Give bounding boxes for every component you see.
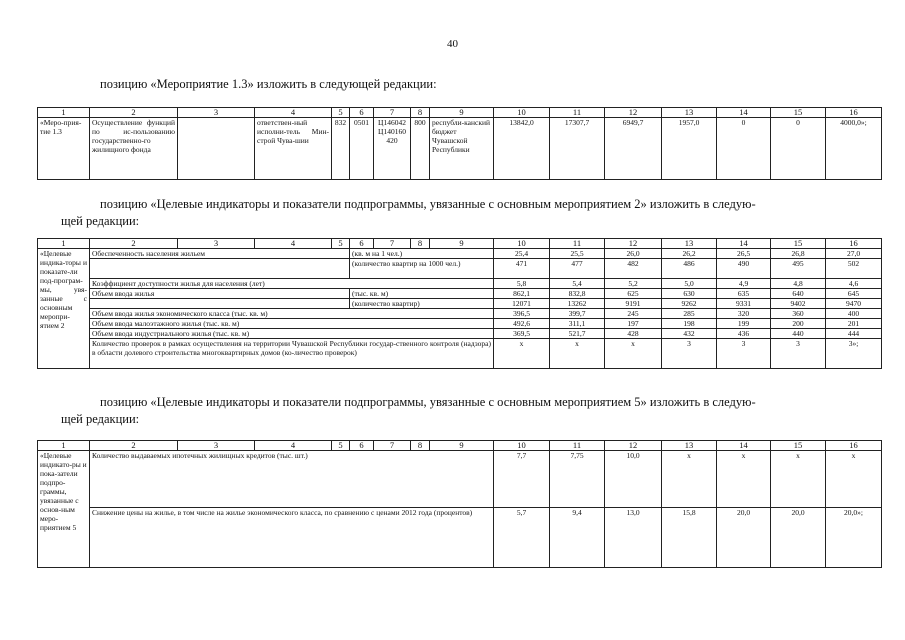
value-cell: 0	[771, 118, 826, 180]
table-indicators-5	[37, 440, 882, 568]
table-row	[38, 289, 882, 299]
value-cell: 198	[662, 319, 717, 329]
indicator-name: Снижение цены на жилье, в том числе на жилье экономического класса, по сравнению с ценами 2012 года (процентов)	[90, 508, 494, 568]
header-cell: 15	[771, 108, 826, 118]
header-cell: 13	[662, 441, 717, 451]
table-row	[38, 309, 882, 319]
value-cell: 862,1	[494, 289, 550, 299]
value-cell: 12071	[494, 299, 550, 309]
indicator-unit: (кв. м на 1 чел.)	[350, 249, 494, 259]
value-cell: 5,8	[494, 279, 550, 289]
value-cell: 369,5	[494, 329, 550, 339]
table-row	[38, 329, 882, 339]
value-cell: 630	[662, 289, 717, 299]
header-cell: 15	[771, 441, 826, 451]
value-cell: x	[662, 451, 717, 508]
header-cell: 13	[662, 108, 717, 118]
header-cell: 1	[38, 108, 90, 118]
value-cell: 27,0	[826, 249, 882, 259]
table-row	[38, 339, 882, 369]
value-cell: 4,9	[717, 279, 771, 289]
value-cell: 9402	[771, 299, 826, 309]
header-cell: 16	[826, 441, 882, 451]
header-cell: 5	[332, 239, 350, 249]
value-cell: 645	[826, 289, 882, 299]
value-cell: 1957,0	[662, 118, 717, 180]
empty-cell	[178, 118, 255, 180]
code-cell: 0501	[350, 118, 374, 180]
value-cell: x	[771, 451, 826, 508]
value-cell: 486	[662, 259, 717, 279]
value-cell: 5,0	[662, 279, 717, 289]
value-cell: 13262	[550, 299, 605, 309]
value-cell: x	[550, 339, 605, 369]
header-cell: 10	[494, 239, 550, 249]
header-cell: 5	[332, 441, 350, 451]
code-cell: 832	[332, 118, 350, 180]
header-cell: 3	[178, 441, 255, 451]
indicator-name	[90, 299, 350, 309]
value-cell: 0	[717, 118, 771, 180]
value-cell: 10,0	[605, 451, 662, 508]
header-cell: 15	[771, 239, 826, 249]
indicator-name	[90, 259, 350, 279]
indicator-name: Обеспеченность населения жильем	[90, 249, 350, 259]
table-row	[38, 299, 882, 309]
header-cell: 14	[717, 108, 771, 118]
value-cell: 26,0	[605, 249, 662, 259]
header-cell: 8	[411, 108, 430, 118]
value-cell: 428	[605, 329, 662, 339]
value-cell: 5,4	[550, 279, 605, 289]
indicators-label: «Целевые индика-торы и показате-ли под-програм-мы, увя-занные с основным меропри-ятием 2	[38, 249, 90, 369]
value-cell: 4,6	[826, 279, 882, 289]
value-cell: 285	[662, 309, 717, 319]
header-cell: 6	[350, 108, 374, 118]
paragraph-item-1-3: позицию «Мероприятие 1.3» изложить в следующей редакции:	[100, 77, 437, 91]
value-cell: 9470	[826, 299, 882, 309]
value-cell: 20,0	[771, 508, 826, 568]
indicators-label: «Целевые индикато-ры и пока-затели подпро-граммы, увязанные с основ-ным меро-приятием 5	[38, 451, 90, 568]
indicator-name: Количество выдаваемых ипотечных жилищных кредитов (тыс. шт.)	[90, 451, 494, 508]
value-cell: 26,5	[717, 249, 771, 259]
header-cell: 16	[826, 108, 882, 118]
value-cell: 490	[717, 259, 771, 279]
value-cell: x	[826, 451, 882, 508]
paragraph-indicators-5-line1: позицию «Целевые индикаторы и показатели подпрограммы, увязанные с основным мероприятием 5» изложить в следую-	[100, 395, 756, 409]
table-header-row	[38, 108, 882, 118]
header-cell: 7	[374, 108, 411, 118]
value-cell: 640	[771, 289, 826, 299]
value-cell: 9262	[662, 299, 717, 309]
indicator-unit: (количество квартир)	[350, 299, 494, 309]
measure-description: Осуществление функций по ис-пользованию государственно-го жилищного фонда	[90, 118, 178, 180]
value-cell: 245	[605, 309, 662, 319]
header-cell: 9	[430, 239, 494, 249]
header-cell: 14	[717, 441, 771, 451]
value-cell: 444	[826, 329, 882, 339]
header-cell: 16	[826, 239, 882, 249]
code-cell: 800	[411, 118, 430, 180]
header-cell: 8	[411, 441, 430, 451]
value-cell: 20,0	[717, 508, 771, 568]
table-row	[38, 118, 882, 180]
indicator-name: Количество проверок в рамках осуществления на территории Чувашской Республики государ-ственного контроля (надзора) в области долевого строительства многоквартирных домов (ко-личество проверок)	[90, 339, 494, 369]
value-cell: 26,2	[662, 249, 717, 259]
value-cell: 3	[771, 339, 826, 369]
indicator-unit: (количество квартир на 1000 чел.)	[350, 259, 494, 279]
code-cell: Ц146042 Ц140160 420	[374, 118, 411, 180]
value-cell: 396,5	[494, 309, 550, 319]
header-cell: 4	[255, 441, 332, 451]
value-cell: 7,75	[550, 451, 605, 508]
header-cell: 10	[494, 108, 550, 118]
indicator-unit: (тыс. кв. м)	[350, 289, 494, 299]
funding-source: республи-канский бюджет Чувашской Республики	[430, 118, 494, 180]
value-cell: 495	[771, 259, 826, 279]
indicator-name: Объем ввода индустриального жилья (тыс. кв. м)	[90, 329, 494, 339]
header-cell: 9	[430, 441, 494, 451]
indicator-name: Коэффициент доступности жилья для населения (лет)	[90, 279, 494, 289]
header-cell: 9	[430, 108, 494, 118]
value-cell: 13842,0	[494, 118, 550, 180]
paragraph-indicators-5-line2: щей редакции:	[61, 412, 140, 426]
table-header-row	[38, 441, 882, 451]
value-cell: 201	[826, 319, 882, 329]
value-cell: 13,0	[605, 508, 662, 568]
value-cell: 20,0»;	[826, 508, 882, 568]
header-cell: 5	[332, 108, 350, 118]
value-cell: 436	[717, 329, 771, 339]
header-cell: 3	[178, 108, 255, 118]
value-cell: 7,7	[494, 451, 550, 508]
value-cell: 199	[717, 319, 771, 329]
header-cell: 8	[411, 239, 430, 249]
paragraph-indicators-2-line2: щей редакции:	[61, 214, 140, 228]
table-row	[38, 279, 882, 289]
value-cell: 832,8	[550, 289, 605, 299]
header-cell: 6	[350, 239, 374, 249]
value-cell: 197	[605, 319, 662, 329]
header-cell: 2	[90, 108, 178, 118]
header-cell: 13	[662, 239, 717, 249]
header-cell: 11	[550, 239, 605, 249]
value-cell: 5,2	[605, 279, 662, 289]
header-cell: 3	[178, 239, 255, 249]
table-row	[38, 249, 882, 259]
value-cell: 3	[717, 339, 771, 369]
table-row	[38, 319, 882, 329]
value-cell: 4000,0»;	[826, 118, 882, 180]
header-cell: 2	[90, 441, 178, 451]
measure-label: «Меро-прия-тие 1.3	[38, 118, 90, 180]
value-cell: 200	[771, 319, 826, 329]
header-cell: 12	[605, 239, 662, 249]
value-cell: 625	[605, 289, 662, 299]
value-cell: 492,6	[494, 319, 550, 329]
header-cell: 7	[374, 441, 411, 451]
value-cell: 9331	[717, 299, 771, 309]
value-cell: 17307,7	[550, 118, 605, 180]
page-number: 40	[447, 38, 458, 50]
value-cell: 432	[662, 329, 717, 339]
header-cell: 1	[38, 441, 90, 451]
value-cell: 471	[494, 259, 550, 279]
value-cell: 3»;	[826, 339, 882, 369]
header-cell: 14	[717, 239, 771, 249]
table-row	[38, 508, 882, 568]
value-cell: 26,8	[771, 249, 826, 259]
paragraph-indicators-2-line1: позицию «Целевые индикаторы и показатели подпрограммы, увязанные с основным мероприятием 2» изложить в следую-	[100, 197, 756, 211]
value-cell: 9191	[605, 299, 662, 309]
value-cell: 399,7	[550, 309, 605, 319]
value-cell: 15,8	[662, 508, 717, 568]
value-cell: 521,7	[550, 329, 605, 339]
value-cell: 4,8	[771, 279, 826, 289]
header-cell: 2	[90, 239, 178, 249]
value-cell: 482	[605, 259, 662, 279]
header-cell: 10	[494, 441, 550, 451]
value-cell: 6949,7	[605, 118, 662, 180]
value-cell: 25,5	[550, 249, 605, 259]
header-cell: 12	[605, 108, 662, 118]
value-cell: 360	[771, 309, 826, 319]
value-cell: 3	[662, 339, 717, 369]
indicator-name: Объем ввода малоэтажного жилья (тыс. кв. м)	[90, 319, 494, 329]
value-cell: 311,1	[550, 319, 605, 329]
indicator-name: Объем ввода жилья	[90, 289, 350, 299]
value-cell: 9,4	[550, 508, 605, 568]
value-cell: x	[494, 339, 550, 369]
indicator-name: Объем ввода жилья экономического класса (тыс. кв. м)	[90, 309, 494, 319]
value-cell: x	[605, 339, 662, 369]
header-cell: 7	[374, 239, 411, 249]
responsible-executor: ответствен-ный исполни-тель Мин-строй Чува-шии	[255, 118, 332, 180]
header-cell: 6	[350, 441, 374, 451]
value-cell: 477	[550, 259, 605, 279]
header-cell: 4	[255, 108, 332, 118]
value-cell: 400	[826, 309, 882, 319]
value-cell: 502	[826, 259, 882, 279]
header-cell: 4	[255, 239, 332, 249]
header-cell: 1	[38, 239, 90, 249]
header-cell: 11	[550, 441, 605, 451]
value-cell: x	[717, 451, 771, 508]
table-header-row	[38, 239, 882, 249]
value-cell: 5,7	[494, 508, 550, 568]
header-cell: 11	[550, 108, 605, 118]
header-cell: 12	[605, 441, 662, 451]
value-cell: 635	[717, 289, 771, 299]
table-measure-1-3	[37, 107, 882, 180]
table-indicators-2	[37, 238, 882, 369]
value-cell: 25,4	[494, 249, 550, 259]
value-cell: 440	[771, 329, 826, 339]
value-cell: 320	[717, 309, 771, 319]
table-row	[38, 259, 882, 279]
table-row	[38, 451, 882, 508]
